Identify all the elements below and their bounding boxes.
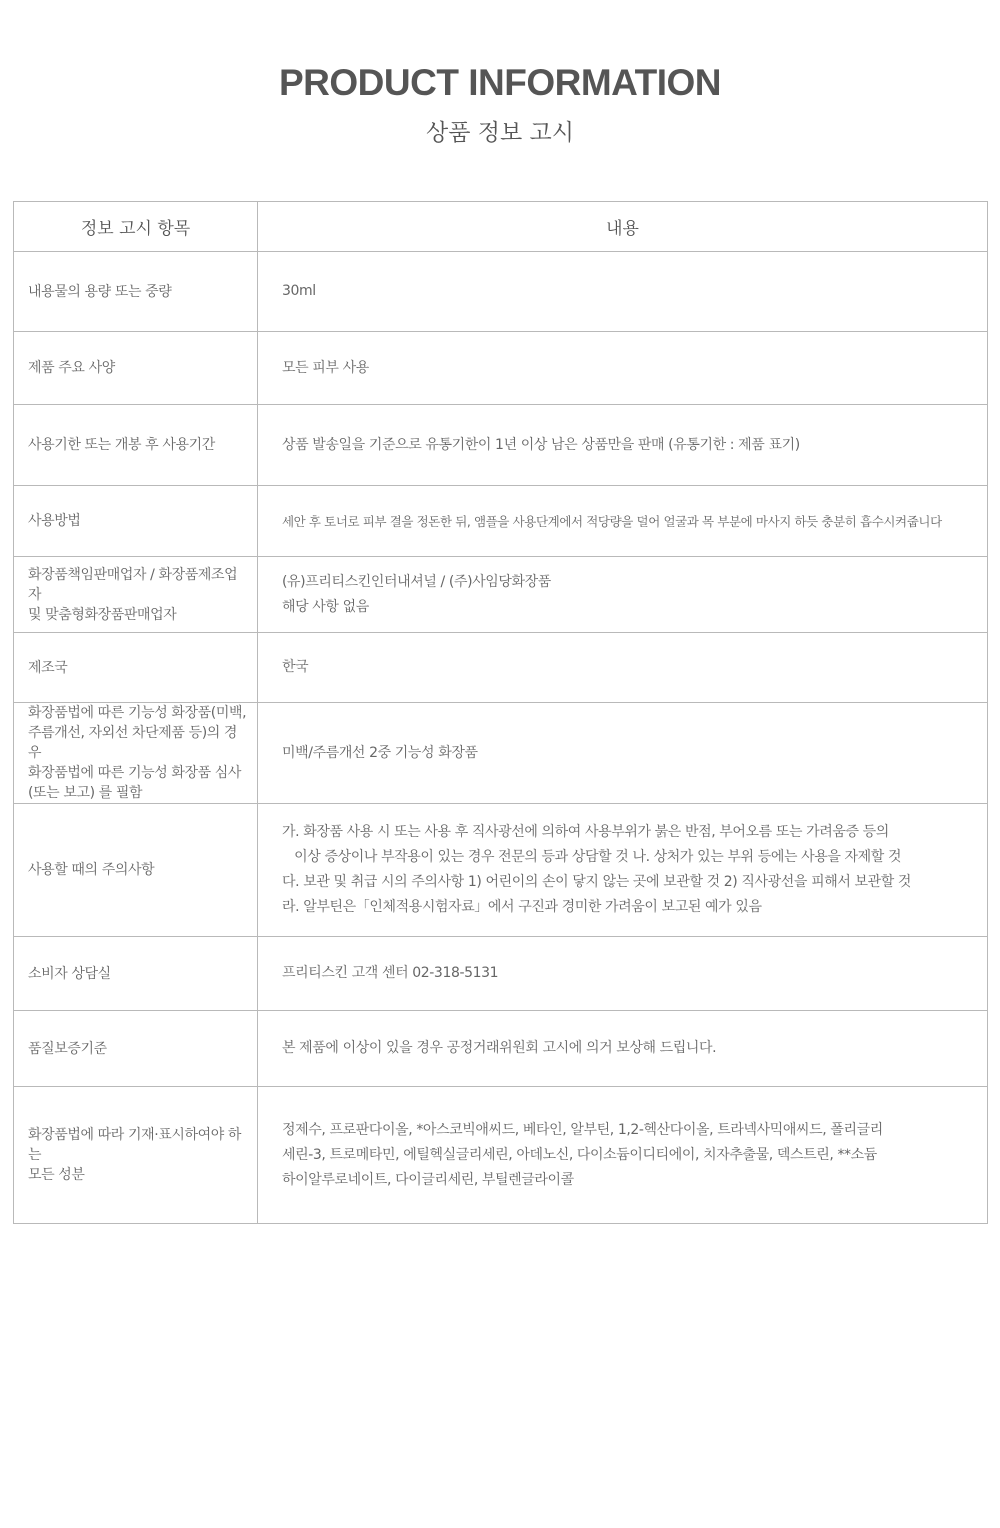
row-label: [14, 252, 258, 332]
row-label-line: 사용기한 또는 개봉 후 사용기간: [28, 437, 215, 453]
row-value-line: 30ml: [282, 283, 316, 299]
row-label: [14, 804, 258, 937]
row-value: [258, 703, 988, 804]
row-label: [14, 332, 258, 405]
table-row: [14, 804, 988, 937]
row-value-line: 미백/주름개선 2중 기능성 화장품: [282, 744, 478, 761]
row-value-line: 가. 화장품 사용 시 또는 사용 후 직사광선에 의하여 사용부위가 붉은 반점, 부어오름 또는 가려움증 등의: [282, 824, 889, 840]
row-value-line: 한국: [282, 659, 309, 675]
row-value: [258, 804, 988, 937]
row-value: [258, 332, 988, 405]
row-value-line: 해당 사항 없음: [282, 598, 369, 615]
row-value: [258, 633, 988, 703]
table-row: [14, 937, 988, 1011]
row-value-line: 라. 알부틴은「인체적용시험자료」에서 구진과 경미한 가려움이 보고된 예가 있음: [282, 899, 762, 915]
page-title: PRODUCT INFORMATION: [279, 62, 721, 103]
table-row: [14, 332, 988, 405]
row-label-line: 사용방법: [28, 513, 81, 529]
row-value-line: 상품 발송일을 기준으로 유통기한이 1년 이상 남은 상품만을 판매 (유통기한 : 제품 표기): [282, 436, 800, 453]
table-header-row: [14, 202, 988, 252]
row-value-line: 세안 후 토너로 피부 결을 정돈한 뒤, 앰플을 사용단계에서 적당량을 덜어 얼굴과 목 부분에 마사지 하듯 충분히 흡수시켜줍니다: [282, 513, 942, 529]
row-label: [14, 633, 258, 703]
row-value-line: 세린-3, 트로메타민, 에틸헥실글리세린, 아데노신, 다이소듐이디티에이, 치자추출물, 덱스트린, **소듐: [282, 1146, 877, 1163]
row-value-line: 본 제품에 이상이 있을 경우 공정거래위원회 고시에 의거 보상해 드립니다.: [282, 1040, 717, 1056]
row-value-line: 다. 보관 및 취급 시의 주의사항 1) 어린이의 손이 닿지 않는 곳에 보관할 것 2) 직사광선을 피해서 보관할 것: [282, 874, 912, 890]
row-label: [14, 703, 258, 804]
table-row: [14, 703, 988, 804]
product-info-table: [13, 201, 988, 1224]
row-label-line: (또는 보고) 를 필함: [28, 785, 143, 801]
table-row: [14, 252, 988, 332]
row-value-line: 프리티스킨 고객 센터 02-318-5131: [282, 965, 499, 981]
row-label: [14, 405, 258, 486]
row-value: [258, 405, 988, 486]
row-label-line: 내용물의 용량 또는 중량: [28, 283, 172, 300]
table-row: [14, 486, 988, 557]
table-row: [14, 633, 988, 703]
row-label: [14, 1011, 258, 1087]
row-value-line: 정제수, 프로판다이올, *아스코빅애씨드, 베타인, 알부틴, 1,2-헥산다이올, 트라넥사믹애씨드, 폴리글리: [282, 1121, 883, 1138]
page-subtitle: 상품 정보 고시: [426, 120, 574, 146]
row-label: [14, 1087, 258, 1224]
row-value: [258, 252, 988, 332]
row-label-line: 품질보증기준: [28, 1040, 107, 1057]
row-label-line: 사용할 때의 주의사항: [28, 862, 155, 878]
row-value: [258, 1011, 988, 1087]
row-label: [14, 486, 258, 557]
row-value: [258, 486, 988, 557]
row-label-line: 화장품책임판매업자 / 화장품제조업자: [28, 566, 238, 603]
header-content-column: 내용: [258, 202, 988, 252]
row-label-line: 제품 주요 사양: [28, 360, 115, 376]
row-value: [258, 1087, 988, 1224]
row-value: [258, 557, 988, 633]
table-row: [14, 1011, 988, 1087]
row-label-line: 화장품법에 따른 기능성 화장품 심사: [28, 765, 242, 781]
row-label-line: 화장품법에 따라 기재·표시하여야 하는: [28, 1127, 242, 1163]
header-item-column: 정보 고시 항목: [14, 202, 258, 252]
row-label-line: 주름개선, 자외선 차단제품 등)의 경우: [28, 725, 238, 761]
row-label-line: 및 맞춤형화장품판매업자: [28, 606, 177, 623]
table-row: [14, 1087, 988, 1224]
row-value-line: 이상 증상이나 부작용이 있는 경우 전문의 등과 상담할 것 나. 상처가 있는 부위 등에는 사용을 자제할 것: [282, 849, 902, 865]
row-label-line: 제조국: [28, 659, 68, 676]
row-value-line: 모든 피부 사용: [282, 359, 369, 376]
row-label: [14, 557, 258, 633]
row-value-line: 하이알루로네이트, 다이글리세린, 부틸렌글라이콜: [282, 1171, 574, 1188]
table-row: [14, 405, 988, 486]
table-row: [14, 557, 988, 633]
row-value: [258, 937, 988, 1011]
row-label-line: 모든 성분: [28, 1167, 85, 1183]
row-label-line: 화장품법에 따른 기능성 화장품(미백,: [28, 705, 247, 721]
row-label-line: 소비자 상담실: [28, 965, 111, 982]
row-label: [14, 937, 258, 1011]
row-value-line: (유)프리티스킨인터내셔널 / (주)사임당화장품: [282, 573, 551, 590]
